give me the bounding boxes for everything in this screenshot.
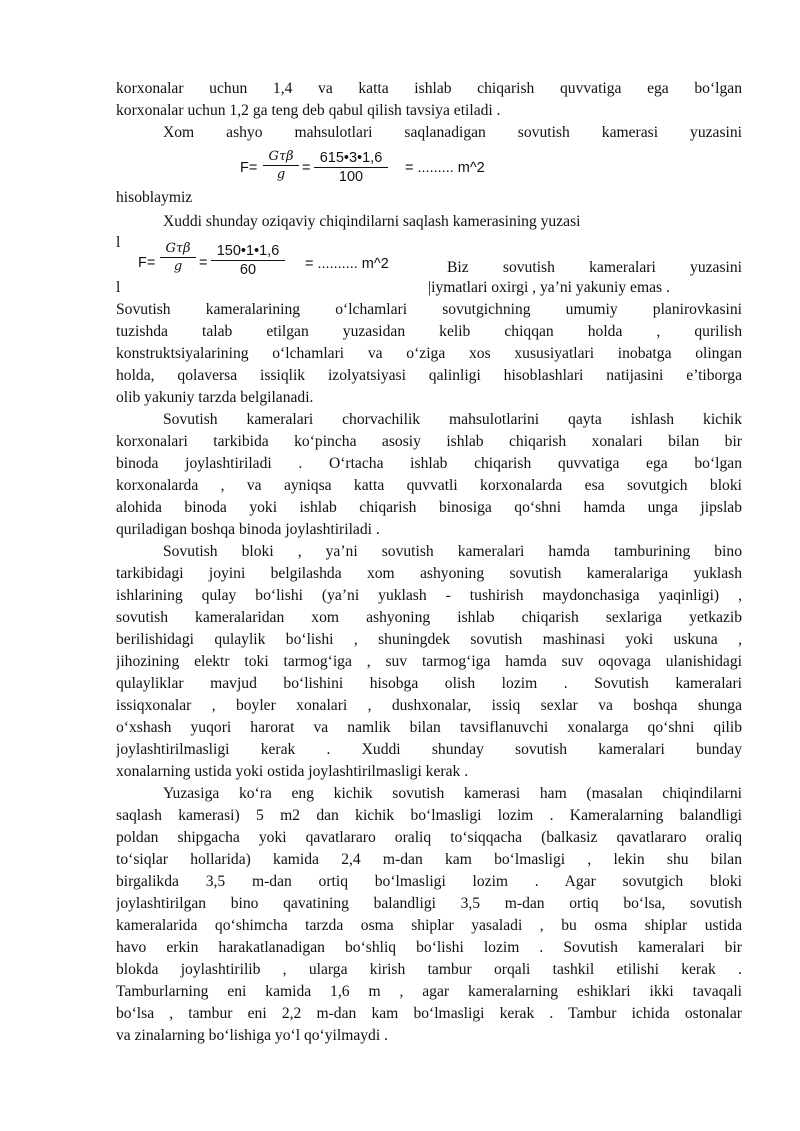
- formula-denominator: 100: [338, 169, 364, 185]
- fraction-bar: [211, 260, 285, 261]
- text-line: tarkibidagi joyini belgilashda xom ashyoning sovutish kameralariga yuklash: [116, 565, 742, 582]
- text-line: poldan shipgacha yoki qavatlararo oraliq to‘siqqacha (balkasiz qavatlararo oraliq: [116, 829, 742, 846]
- text-line: alohida binoda yoki ishlab chiqarish binosiga qo‘shni hamda unga jipslab: [116, 499, 742, 516]
- text-line-fragment: l: [116, 234, 121, 251]
- text-line: berilishidagi qulaylik bo‘lishi , shuningdek sovutish mashinasi yoki uskuna ,: [116, 631, 742, 648]
- formula-denominator: g: [276, 167, 286, 182]
- text-line: birgalikda 3,5 m-dan ortiq bo‘lmasligi lozim . Agar sovutgich bloki: [116, 873, 742, 890]
- text-line: Tamburlarning eni kamida 1,6 m , agar kameralarning eshiklari ikki tavaqali: [116, 983, 742, 1000]
- formula-numerator: 150•1•1,6: [216, 243, 280, 259]
- text-line: holda, qolaversa issiqlik izolyatsiyasi qalinligi hisoblashlari natijasini e’tiborga: [116, 367, 742, 384]
- text-line: korxonalar uchun 1,4 va katta ishlab chiqarish quvvatiga ega bo‘lgan: [116, 80, 742, 97]
- text-line: |iymatlari oxirgi , ya’ni yakuniy emas .: [428, 279, 670, 296]
- text-line: Xuddi shunday oziqaviy chiqindilarni saqlash kamerasining yuzasi: [163, 213, 581, 230]
- text-line: jihozining elektr toki tarmog‘iga , suv tarmog‘iga hamda suv oqovaga ulanishidagi: [116, 653, 742, 670]
- formula-value-fraction: [211, 243, 285, 278]
- text-line: hisoblaymiz: [116, 189, 193, 206]
- formula-numerator: 615•3•1,6: [319, 150, 383, 166]
- fraction-bar: [160, 257, 196, 258]
- text-line: Yuzasiga ko‘ra eng kichik sovutish kamerasi ham (masalan chiqindilarni: [163, 785, 742, 802]
- text-line: joylashtirilgan bino qavatining balandligi 3,5 m-dan ortiq bo‘lsa, sovutish: [116, 895, 742, 912]
- text-line: Xom ashyo mahsulotlari saqlanadigan sovutish kamerasi yuzasini: [163, 124, 742, 141]
- formula-lhs: F=: [240, 160, 258, 176]
- text-line: xonalarning ustida yoki ostida joylashtirilmasligi kerak .: [116, 763, 469, 780]
- formula-lhs: F=: [138, 255, 156, 271]
- text-line: Sovutish kameralarining o‘lchamlari sovutgichning umumiy planirovkasini: [116, 301, 742, 318]
- text-line: korxonalari tarkibida ko‘pincha asosiy ishlab chiqarish xonalari bilan bir: [116, 433, 742, 450]
- fraction-bar: [314, 167, 388, 168]
- formula-equals: =: [199, 255, 208, 271]
- text-line: blokda joylashtirilib , ularga kirish tambur orqali tashkil etilishi kerak .: [116, 961, 742, 978]
- text-line: to‘siqlar hollarida) kamida 2,4 m-dan kam bo‘lmasligi , lekin shu bilan: [116, 851, 742, 868]
- formula-result: = ......... m^2: [405, 160, 485, 176]
- text-line: Sovutish bloki , ya’ni sovutish kameralari hamda tamburining bino: [163, 543, 742, 560]
- text-line: Sovutish kameralari chorvachilik mahsulotlarini qayta ishlash kichik: [163, 411, 742, 428]
- formula-numerator: Gτβ: [268, 149, 294, 164]
- text-line: havo erkin harakatlanadigan bo‘shliq bo‘lishi lozim . Sovutish kameralari bir: [116, 939, 742, 956]
- text-line: tuzishda talab etilgan yuzasidan kelib chiqqan holda , qurilish: [116, 323, 742, 340]
- text-line: qulayliklar mavjud bo‘lishini hisobga olish lozim . Sovutish kameralari: [116, 675, 742, 692]
- formula-denominator: 60: [239, 262, 257, 278]
- text-line: Biz sovutish kameralari yuzasini: [447, 259, 742, 276]
- text-line: issiqxonalar , boyler xonalari , dushxonalar, issiq sexlar va boshqa shunga: [116, 697, 742, 714]
- text-line: korxonalar uchun 1,2 ga teng deb qabul qilish tavsiya etiladi .: [116, 102, 501, 119]
- text-line: binoda joylashtiriladi . O‘rtacha ishlab chiqarish quvvatiga ega bo‘lgan: [116, 455, 742, 472]
- formula-symbolic-fraction: [263, 149, 299, 182]
- text-line: bo‘lsa , tambur eni 2,2 m-dan kam bo‘lmasligi kerak . Tambur ichida ostonalar: [116, 1005, 742, 1022]
- formula-result: = .......... m^2: [305, 256, 389, 272]
- text-line: ishlarining qulay bo‘lishi (ya’ni yuklash - tushirish maydonchasiga yaqinligi) ,: [116, 587, 742, 604]
- text-line: quriladigan boshqa binoda joylashtiriladi .: [116, 521, 380, 538]
- text-line: korxonalarda , va ayniqsa katta quvvatli korxonalarda esa sovutgich bloki: [116, 477, 742, 494]
- formula-denominator: g: [173, 259, 183, 274]
- text-line: konstruktsiyalarining o‘lchamlari va o‘ziga xos xususiyatlari inobatga olingan: [116, 345, 742, 362]
- text-line: o‘xshash yuqori harorat va namlik bilan tavsiflanuvchi xonalarga qo‘shni qilib: [116, 719, 742, 736]
- text-line-fragment: l: [116, 279, 121, 296]
- text-line: kameralarida qo‘shimcha tarzda osma shiplar yasaladi , bu osma shiplar ustida: [116, 917, 742, 934]
- text-line: saqlash kamerasi) 5 m2 dan kichik bo‘lmasligi lozim . Kameralarning balandligi: [116, 807, 742, 824]
- formula-symbolic-fraction: [160, 241, 196, 274]
- text-line: joylashtirilmasligi kerak . Xuddi shunday sovutish kameralari bunday: [116, 741, 742, 758]
- formula-equals: =: [302, 160, 311, 176]
- text-line: olib yakuniy tarzda belgilanadi.: [116, 389, 314, 406]
- text-line: va zinalarning bo‘lishiga yo‘l qo‘yilmaydi .: [116, 1027, 388, 1044]
- text-line: sovutish kameralaridan xom ashyoning ishlab chiqarish sexlariga yetkazib: [116, 609, 742, 626]
- formula-numerator: Gτβ: [165, 241, 191, 256]
- formula-value-fraction: [314, 150, 388, 185]
- fraction-bar: [263, 165, 299, 166]
- formula-area-cooling: [138, 241, 418, 287]
